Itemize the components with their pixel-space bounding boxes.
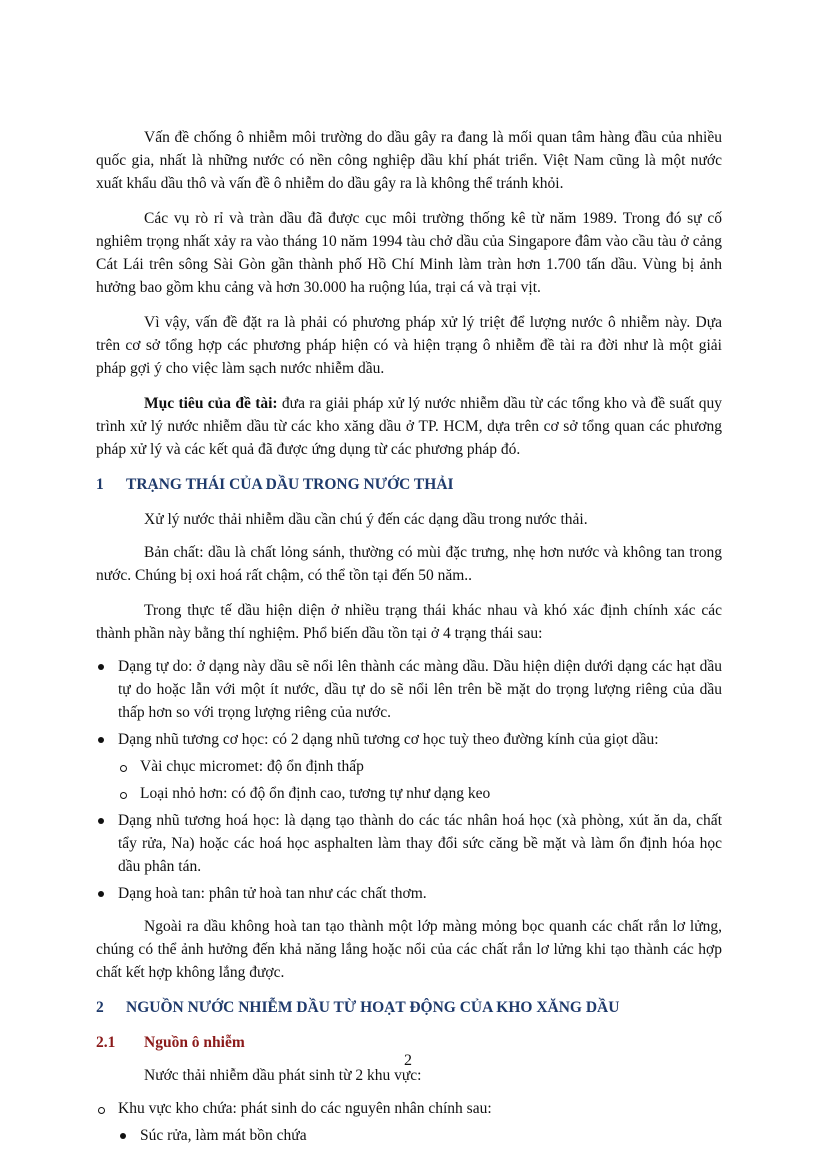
objective-paragraph (96, 392, 722, 461)
section-1-heading (96, 473, 722, 496)
list-item (118, 782, 722, 805)
circle-bullet-icon (118, 782, 140, 805)
bullet-icon (96, 655, 118, 724)
section-1-number: 1 (96, 476, 104, 493)
section-2-heading (96, 996, 722, 1019)
section-2-number: 2 (96, 999, 104, 1016)
section-1-paragraph-4: Ngoài ra dầu không hoà tan tạo thành một lớp màng mỏng bọc quanh các chất rắn lơ lửng, chúng có thể ảnh hưởng đến khả năng lắng hoặc nổi của các chất rắn lơ lửng khi tạo thành các hợp chất kết hợp không lắng được. (96, 918, 722, 981)
objective-text: đưa ra giải pháp xử lý nước nhiễm dầu từ các tổng kho và đề suất quy trình xử lý nước nhiễm dầu từ các kho xăng dầu ở TP. HCM, dựa trên cơ sở tổng quan các phương pháp xử lý và các kết quả đã được ứng dụng từ các phương pháp đó. (96, 395, 722, 458)
subsection-2-1-number: 2.1 (96, 1034, 116, 1051)
bullet-icon (96, 809, 118, 878)
intro-paragraph-3: Vì vậy, vấn đề đặt ra là phải có phương pháp xử lý triệt để lượng nước ô nhiễm này. Dựa trên cơ sở tổng hợp các phương pháp hiện có và hiện trạng ô nhiễm đề tài ra đời như là một giải pháp gợi ý cho việc làm sạch nước nhiễm dầu. (96, 314, 722, 377)
list-item-text: Dạng nhũ tương cơ học: có 2 dạng nhũ tương cơ học tuỳ theo đường kính của giọt dầu: (118, 731, 659, 748)
list-item (96, 809, 722, 878)
circle-bullet-icon (96, 1097, 118, 1120)
list-item (96, 655, 722, 724)
section-2-paragraph-1: Nước thải nhiễm dầu phát sinh từ 2 khu vực: (144, 1067, 422, 1084)
intro-paragraph-2: Các vụ rò rỉ và tràn dầu đã được cục môi trường thống kê từ năm 1989. Trong đó sự cố nghiêm trọng nhất xảy ra vào tháng 10 năm 1994 tàu chở dầu của Singapore đâm vào cầu tàu ở cảng Cát Lái trên sông Sài Gòn gần thành phố Hồ Chí Minh làm tràn hơn 1.700 tấn dầu. Vùng bị ảnh hưởng bao gồm khu cảng và hơn 30.000 ha ruộng lúa, trại cá và trại vịt. (96, 210, 722, 296)
bullet-icon (96, 882, 118, 905)
subsection-2-1-title: Nguồn ô nhiễm (144, 1034, 245, 1051)
list-item-text: Dạng tự do: ở dạng này dầu sẽ nổi lên thành các màng dầu. Dầu hiện diện dưới dạng các hạt dầu tự do hoặc lẫn với một ít nước, dầu tự do sẽ nổi lên trên bề mặt do trọng lượng riêng của dầu thấp hơn so với trọng lượng riêng của nước. (118, 658, 722, 721)
list-item-text: Khu vực kho chứa: phát sinh do các nguyên nhân chính sau: (118, 1100, 492, 1117)
section-1-title: TRẠNG THÁI CỦA DẦU TRONG NƯỚC THẢI (126, 476, 454, 493)
list-item (96, 1097, 722, 1120)
section-2-title: NGUỒN NƯỚC NHIỄM DẦU TỪ HOẠT ĐỘNG CỦA KHO XĂNG DẦU (126, 999, 620, 1016)
list-item (96, 728, 722, 751)
section-1-paragraph-2: Bản chất: dầu là chất lỏng sánh, thường có mùi đặc trưng, nhẹ hơn nước và không tan trong nước. Chúng bị oxi hoá rất chậm, có thể tồn tại đến 50 năm.. (96, 544, 722, 584)
list-item (118, 1124, 722, 1147)
bullet-icon (96, 728, 118, 751)
section-1-paragraph-1: Xử lý nước thải nhiễm dầu cần chú ý đến các dạng dầu trong nước thải. (144, 511, 588, 528)
page-content (96, 126, 722, 1151)
intro-paragraph-1: Vấn đề chống ô nhiễm môi trường do dầu gây ra đang là mối quan tâm hàng đầu của nhiều quốc gia, nhất là những nước có nền công nghiệp dầu khí phát triển. Việt Nam cũng là một nước xuất khẩu dầu thô và vấn đề ô nhiễm do dầu gây ra là không thể tránh khỏi. (96, 129, 722, 192)
list-item-text: Súc rửa, làm mát bồn chứa (140, 1127, 307, 1144)
list-item-text: Loại nhỏ hơn: có độ ổn định cao, tương tự như dạng keo (140, 785, 491, 802)
list-item (118, 755, 722, 778)
list-item-text: Dạng hoà tan: phân tử hoà tan như các chất thơm. (118, 885, 427, 902)
list-item-text: Vài chục micromet: độ ổn định thấp (140, 758, 364, 775)
list-item-text: Dạng nhũ tương hoá học: là dạng tạo thành do các tác nhân hoá học (xà phòng, xút ăn da, chất tẩy rửa, Na) hoặc các hoá học asphalten làm thay đổi sức căng bề mặt và làm ổn định hóa học dầu phân tán. (118, 812, 722, 875)
circle-bullet-icon (118, 755, 140, 778)
page-number: 2 (404, 1052, 412, 1069)
bullet-icon (118, 1124, 140, 1147)
subsection-2-1-heading (96, 1031, 722, 1054)
objective-label: Mục tiêu của đề tài: (144, 395, 278, 412)
section-1-paragraph-3: Trong thực tế dầu hiện diện ở nhiều trạng thái khác nhau và khó xác định chính xác các thành phần này bằng thí nghiệm. Phổ biến dầu tồn tại ở 4 trạng thái sau: (96, 602, 722, 642)
list-item (96, 882, 722, 905)
